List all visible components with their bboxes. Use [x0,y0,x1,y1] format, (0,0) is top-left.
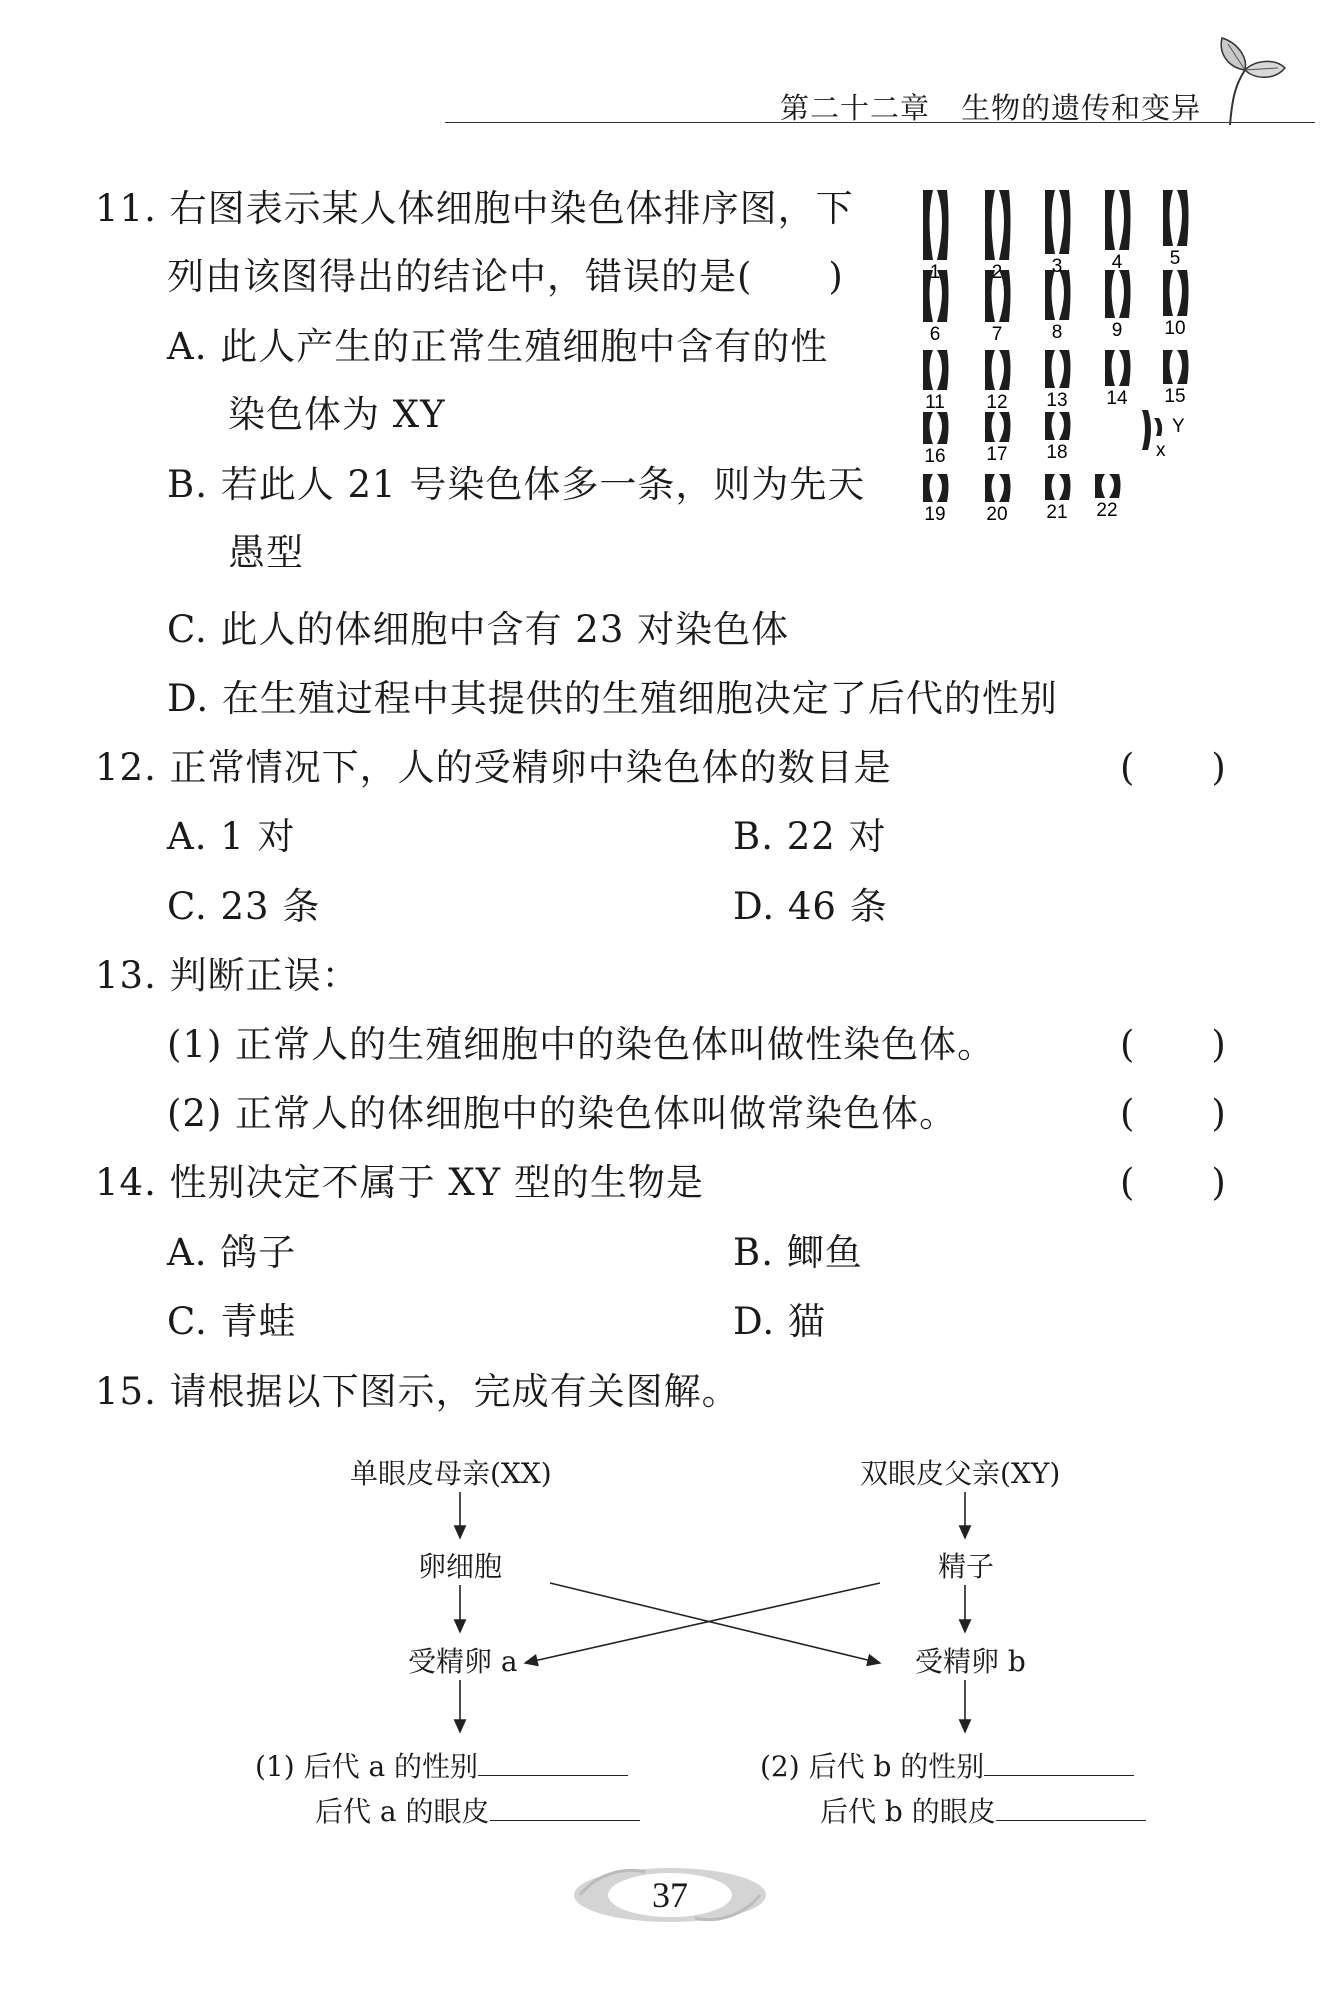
chromosome-label-4: 4 [1111,252,1123,273]
chromosome-label-11: 11 [925,392,945,413]
sex-chromosome-label-x: x [1156,440,1166,461]
q12-option-c: C. 23 条 [167,885,321,928]
chromosome-label-2: 2 [991,262,1003,283]
q11-option-a-line2: 染色体为 XY [228,393,446,436]
chromosome-label-14: 14 [1106,388,1128,409]
q11-option-b-line2: 愚型 [228,531,304,574]
chromosome-label-18: 18 [1046,442,1068,463]
chromosome-label-21: 21 [1046,502,1068,523]
q12-option-a: A. 1 对 [167,815,296,858]
diagram-zygote-a: 受精卵 a [408,1645,518,1678]
chromosome-label-3: 3 [1051,256,1063,277]
arrow-sperm-to-zygote-a [525,1583,880,1663]
diagram-sperm: 精子 [938,1550,995,1583]
chromosome-label-1: 1 [929,262,941,283]
offspring-a-sex-label: (1) 后代 a 的性别 [255,1750,479,1783]
chromosome-label-13: 13 [1046,390,1068,411]
q11-line1: 11. 右图表示某人体细胞中染色体排序图，下 [95,187,854,230]
q11-option-b-line1: B. 若此人 21 号染色体多一条，则为先天 [167,463,866,506]
chromosome-label-8: 8 [1051,322,1063,343]
q13-item-2: (2) 正常人的体细胞中的染色体叫做常染色体。 [167,1092,958,1135]
q13-item-2-paren: ( ) [1120,1092,1227,1135]
chromosome-label-22: 22 [1096,500,1118,521]
offspring-b-eyelid-blank[interactable] [996,1796,1146,1821]
q14-option-b: B. 鲫鱼 [733,1231,863,1274]
offspring-a-eyelid [315,1790,640,1830]
q12-stem: 12. 正常情况下，人的受精卵中染色体的数目是 [95,746,892,789]
offspring-a-sex [255,1745,628,1785]
chromosome-label-5: 5 [1169,248,1181,269]
chromosome-label-20: 20 [986,504,1008,525]
chromosome-label-9: 9 [1111,320,1123,341]
offspring-a-eyelid-label: 后代 a 的眼皮 [315,1795,490,1828]
sex-chromosome-label-y: Y [1172,416,1185,437]
chromosome-label-17: 17 [986,444,1008,465]
diagram-egg-cell: 卵细胞 [418,1550,503,1583]
chromosome-label-6: 6 [929,324,941,345]
chromosome-label-12: 12 [986,392,1008,413]
offspring-b-eyelid-label: 后代 b 的眼皮 [820,1795,996,1828]
offspring-b-sex [760,1745,1134,1785]
q14-option-d: D. 猫 [733,1300,826,1343]
diagram-father: 双眼皮父亲(XY) [860,1457,1061,1490]
q14-option-a: A. 鸽子 [167,1231,297,1274]
chromosome-label-15: 15 [1164,386,1186,407]
offspring-b-sex-blank[interactable] [984,1751,1134,1776]
q13-stem: 13. 判断正误： [95,954,360,997]
q14-answer-paren: ( ) [1120,1161,1227,1204]
page-number: 37 [652,1875,688,1915]
chromosome-label-10: 10 [1164,318,1186,339]
offspring-b-eyelid [820,1790,1146,1830]
q12-option-d: D. 46 条 [733,885,888,928]
diagram-mother: 单眼皮母亲(XX) [350,1457,552,1490]
chapter-title: 生物的遗传和变异 [961,91,1202,125]
q13-item-1: (1) 正常人的生殖细胞中的染色体叫做性染色体。 [167,1023,996,1066]
q11-option-c: C. 此人的体细胞中含有 23 对染色体 [167,608,790,651]
arrow-egg-to-zygote-b [550,1583,880,1663]
chromosome-label-19: 19 [924,504,946,525]
offspring-a-sex-blank[interactable] [478,1751,628,1776]
q14-stem: 14. 性别决定不属于 XY 型的生物是 [95,1161,704,1204]
q11-line2: 列由该图得出的结论中，错误的是( ) [167,255,844,298]
q13-item-1-paren: ( ) [1120,1023,1227,1066]
q11-option-a-line1: A. 此人产生的正常生殖细胞中含有的性 [167,325,829,368]
offspring-a-eyelid-blank[interactable] [490,1796,640,1821]
q11-option-d: D. 在生殖过程中其提供的生殖细胞决定了后代的性别 [167,677,1058,720]
offspring-b-sex-label: (2) 后代 b 的性别 [760,1750,985,1783]
chapter-label: 第二十二章 [780,91,931,125]
chromosome-label-7: 7 [991,324,1003,345]
q12-option-b: B. 22 对 [733,815,887,858]
diagram-zygote-b: 受精卵 b [915,1645,1026,1678]
q15-stem: 15. 请根据以下图示，完成有关图解。 [95,1370,740,1413]
chromosome-label-16: 16 [924,446,946,467]
q14-option-c: C. 青蛙 [167,1300,297,1343]
q12-answer-paren: ( ) [1120,746,1227,789]
